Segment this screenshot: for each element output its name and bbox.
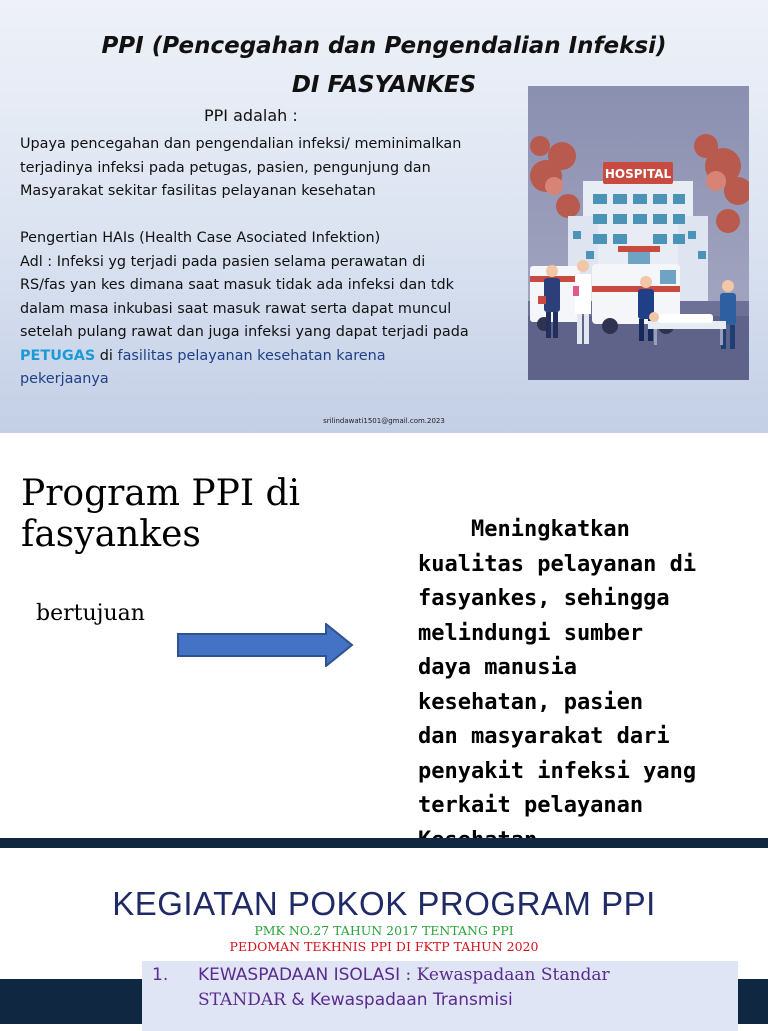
tujuan-line: dan masyarakat dari: [418, 724, 670, 749]
hais-heading: Pengertian HAIs (Health Case Asociated Infektion): [20, 230, 381, 246]
slide1-title-line1: PPI (Pencegahan dan Pengendalian Infeksi): [101, 33, 667, 59]
slide3-subtitle-pmk: PMK NO.27 TAHUN 2017 TENTANG PPI: [254, 923, 514, 938]
petugas-highlight: PETUGAS: [20, 347, 96, 364]
slide2-title: [21, 473, 300, 555]
hais-line: dalam masa inkubasi saat masuk rawat serta dapat muncul: [20, 300, 452, 317]
right-arrow-icon: [176, 623, 354, 667]
hais-line: setelah pulang rawat dan juga infeksi yang dapat terjadi pada: [20, 324, 469, 340]
slide2-title-line1: Program PPI di: [21, 473, 301, 514]
tujuan-text-box: [418, 513, 768, 858]
hais-line: Adl : Infeksi yg terjadi pada pasien selama perawatan di: [20, 253, 426, 270]
ppi-lead: PPI adalah :: [204, 106, 298, 125]
hais-line-rest: fasilitas pelayanan kesehatan karena: [117, 347, 386, 364]
list-item-keyword: KEWASPADAAN ISOLASI: [198, 965, 401, 985]
slide2-title-line2: fasyankes: [21, 514, 201, 555]
slide-ppi-definition: [0, 0, 768, 433]
list-item: [152, 965, 610, 985]
list-item-keyword: STANDAR: [198, 990, 286, 1010]
slide-program-ppi: [0, 433, 768, 838]
list-item-text: & Kewaspadaan Transmisi: [285, 990, 513, 1010]
definition-line: Upaya pencegahan dan pengendalian infeksi/ meminimalkan: [20, 136, 462, 152]
list-item-continuation: [198, 990, 513, 1010]
divider-bar: [0, 838, 768, 848]
kegiatan-list-box: [142, 961, 738, 1031]
tujuan-line: kesehatan, pasien: [418, 689, 644, 715]
tujuan-line: Meningkatkan: [418, 517, 630, 542]
slide-kegiatan-pokok: [0, 871, 768, 1024]
svg-text:HOSPITAL: HOSPITAL: [604, 167, 672, 181]
ppi-definition-text: [20, 133, 510, 392]
bertujuan-label: bertujuan: [36, 601, 145, 626]
slide3-subtitle-pedoman: PEDOMAN TEKHNIS PPI DI FKTP TAHUN 2020: [229, 939, 539, 954]
hais-connector: di: [95, 347, 118, 364]
definition-line: Masyarakat sekitar fasilitas pelayanan kesehatan: [20, 183, 376, 199]
list-item-number: 1.: [152, 965, 169, 985]
tujuan-line: melindungi sumber: [418, 620, 644, 646]
hais-line: [20, 345, 510, 369]
hais-line: RS/fas yan kes dimana saat masuk tidak ada infeksi dan tdk: [20, 277, 454, 293]
slide1-author-email: srilindawati1501@gmail.com.2023: [323, 417, 445, 425]
tujuan-line: daya manusia: [418, 655, 577, 680]
slide3-title: KEGIATAN POKOK PROGRAM PPI: [112, 885, 656, 922]
tujuan-line: kualitas pelayanan di: [418, 551, 697, 577]
tujuan-line: fasyankes, sehingga: [418, 586, 670, 611]
hais-line: pekerjaanya: [20, 371, 109, 387]
tujuan-line: penyakit infeksi yang: [418, 758, 697, 784]
tujuan-line: terkait pelayanan: [418, 793, 644, 818]
hospital-illustration: [528, 86, 749, 380]
slide1-title-line2: DI FASYANKES: [291, 72, 477, 98]
definition-line: terjadinya infeksi pada petugas, pasien, pengunjung dan: [20, 159, 431, 176]
list-item-text: : Kewaspadaan Standar: [400, 965, 610, 985]
